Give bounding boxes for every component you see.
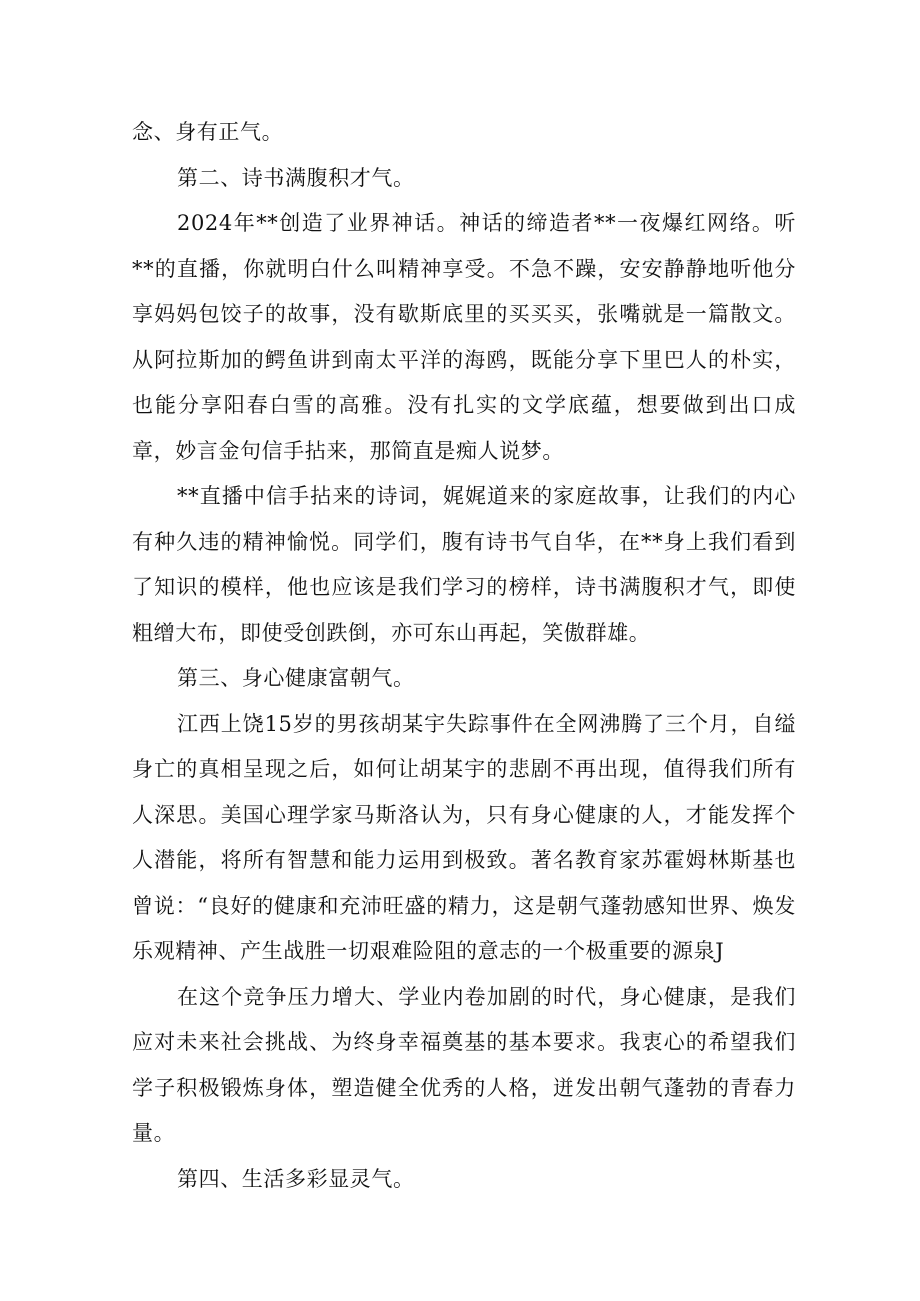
heading-third-point: 第三、身心健康富朝气。 [177,666,415,690]
heading-fourth-point: 第四、生活多彩显灵气。 [177,1166,415,1191]
paragraph-continuation: 念、身有正气。 [132,120,284,144]
paragraph-livestream-story: 2024年**创造了业界神话。神话的缔造者**一夜爆红网络。听**的直播，你就明白什么叫精神享受。不急不躁，安安静静地听他分享妈妈包饺子的故事，没有歇斯底里的买买买，张嘴就是一篇散文。从阿拉斯加的鳄鱼讲到南太平洋的海鸥，既能分享下里巴人的朴实，也能分享阳春白雪的高雅。没有扎实的文学底蕴，想要做到出口成章，妙言金句信手拈来，那简直是痴人说梦。 [132,211,796,463]
paragraph-knowledge-example: **直播中信手拈来的诗词，娓娓道来的家庭故事，让我们的内心有种久违的精神愉悦。同学们，腹有诗书气自华，在**身上我们看到了知识的模样，他也应该是我们学习的榜样，诗书满腹积才气，即使粗缯大布，即使受创跌倒，亦可东山再起，笑傲群雄。 [132,484,796,645]
heading-second-point: 第二、诗书满腹积才气。 [177,165,415,190]
paragraph-health-case: 江西上饶15岁的男孩胡某宇失踪事件在全网沸腾了三个月，自缢身亡的真相呈现之后，如何让胡某宇的悲剧不再出现，值得我们所有人深思。美国心理学家马斯洛认为，只有身心健康的人，才能发挥个人潜能，将所有智慧和能力运用到极致。著名教育家苏霍姆林斯基也曾说：“良好的健康和充沛旺盛的精力，这是朝气蓬勃感知世界、焕发乐观精神、产生战胜一切艰难险阻的意志的一个极重要的源泉J [132,711,796,963]
body-text [132,110,796,1202]
paragraph-health-appeal: 在这个竞争压力增大、学业内卷加剧的时代，身心健康，是我们应对未来社会挑战、为终身幸福奠基的基本要求。我衷心的希望我们学子积极锻炼身体，塑造健全优秀的人格，迸发出朝气蓬勃的青春力量。 [132,984,796,1145]
